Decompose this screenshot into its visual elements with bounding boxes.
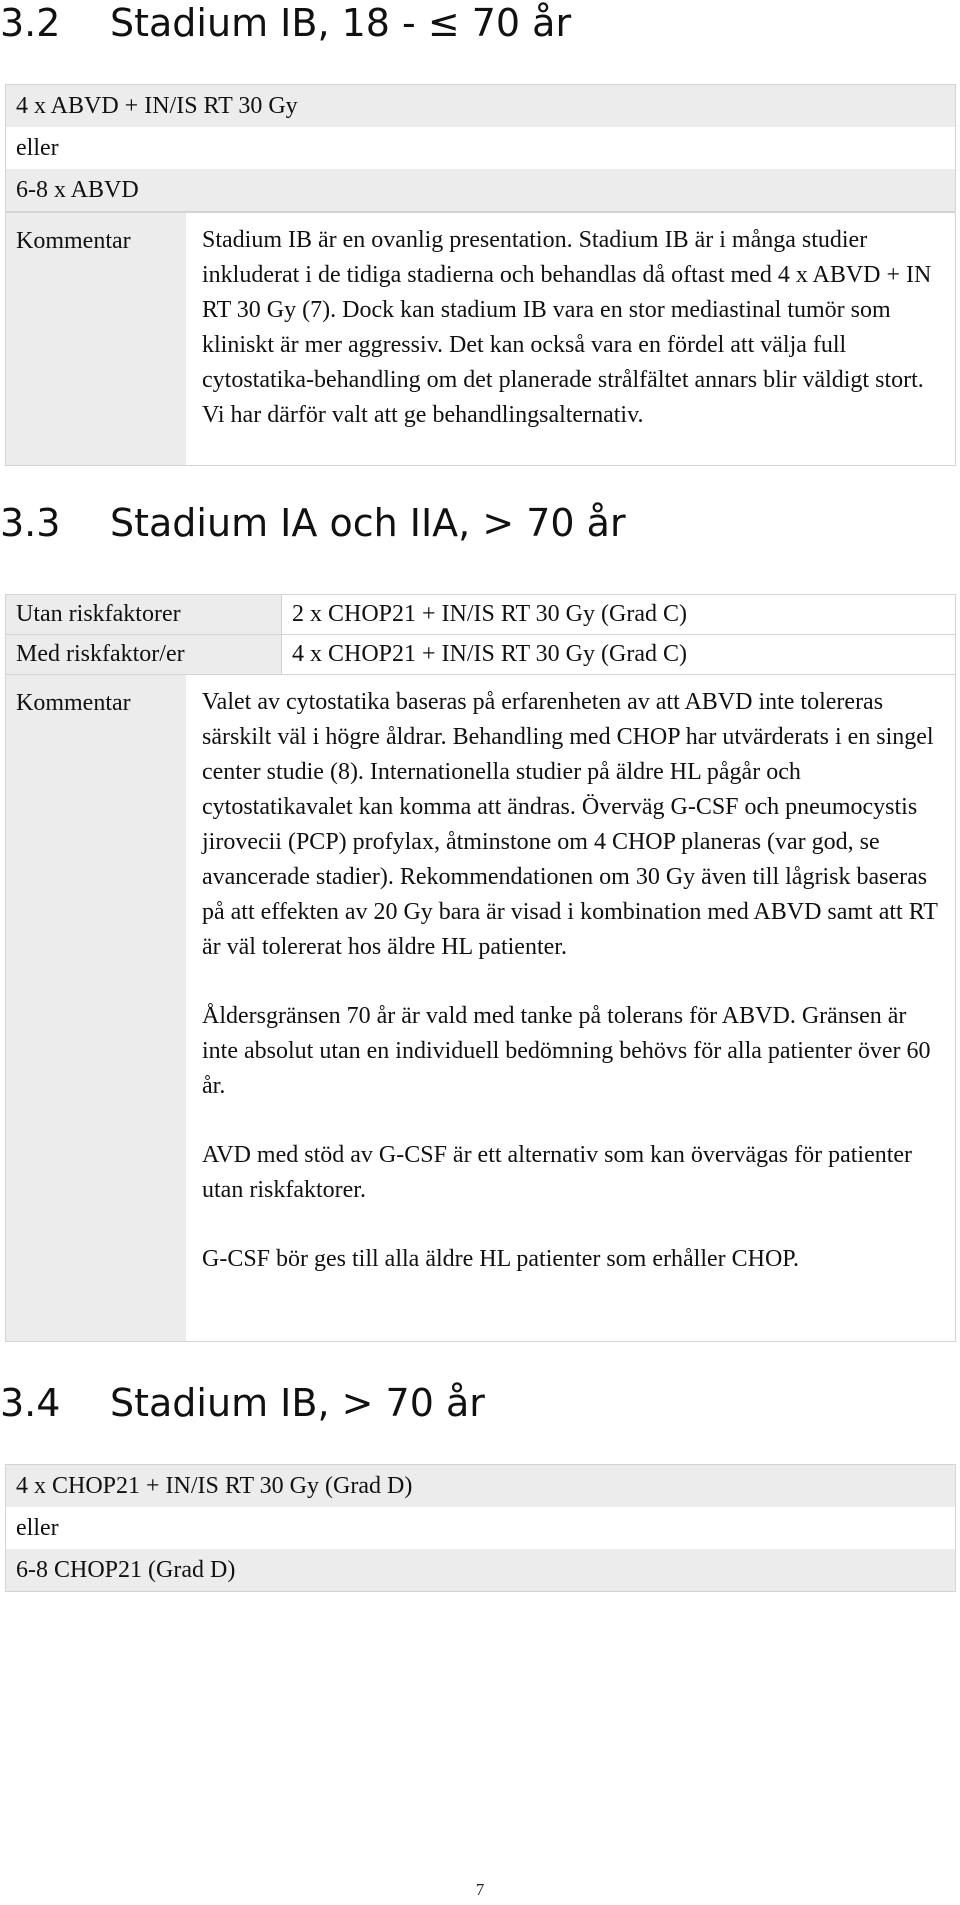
comment-body xyxy=(186,213,955,465)
comment-box-3-3 xyxy=(5,674,956,1342)
section-number: 3.2 xyxy=(0,1,61,45)
comment-label: Kommentar xyxy=(6,213,186,465)
regimen-line: 4 x ABVD + IN/IS RT 30 Gy xyxy=(6,85,955,127)
regimen-line: eller xyxy=(16,1515,59,1541)
comment-paragraph: Valet av cytostatika baseras på erfarenheten av att ABVD inte tolereras särskilt väl i högre åldrar. Behandling med CHOP har utvärderats i en singel center studie (8). Internationella studier på äldre HL pågår och cytostatikavalet kan komma att ändras. Överväg G-CSF och pneumocystis jirovecii (PCP) profylax, åtminstone om 4 CHOP planeras (var god, se avancerade stadier). Rekommendationen om 30 Gy även till lågrisk baseras på att effekten av 20 Gy bara är visad i kombination med ABVD samt att RT är väl tolererat hos äldre HL patienter. xyxy=(202,689,938,960)
section-number: 3.3 xyxy=(0,501,61,545)
regimen-box-3-4 xyxy=(5,1464,956,1592)
risk-label: Utan riskfaktorer xyxy=(6,595,282,635)
risk-regimen: 2 x CHOP21 + IN/IS RT 30 Gy (Grad C) xyxy=(282,595,956,635)
comment-paragraph: Åldersgränsen 70 år är vald med tanke på tolerans för ABVD. Gränsen är inte absolut utan en individuell bedömning behövs för alla patienter över 60 år. xyxy=(202,1003,931,1099)
risk-label: Med riskfaktor/er xyxy=(6,635,282,675)
comment-paragraph: Stadium IB är en ovanlig presentation. Stadium IB är i många studier inkluderat i de tidiga stadierna och behandlas då oftast med 4 x ABVD + IN RT 30 Gy (7). Dock kan stadium IB vara en stor mediastinal tumör som kliniskt är mer aggressiv. Det kan också vara en fördel att välja full cytostatika-behandling om det planerade strålfältet annars blir väldigt stort. Vi har därför valt att ge behandlingsalternativ. xyxy=(202,227,932,428)
comment-label: Kommentar xyxy=(6,675,186,1341)
table-row xyxy=(6,635,956,675)
section-title: Stadium IA och IIA, > 70 år xyxy=(110,501,626,545)
section-title: Stadium IB, > 70 år xyxy=(110,1381,485,1425)
section-heading-3-3 xyxy=(0,500,626,546)
page-number: 7 xyxy=(475,1880,485,1899)
section-heading-3-4 xyxy=(0,1380,485,1426)
regimen-line: 6-8 x ABVD xyxy=(6,169,955,211)
comment-body xyxy=(186,675,955,1341)
risk-regimen: 4 x CHOP21 + IN/IS RT 30 Gy (Grad C) xyxy=(282,635,956,675)
comment-paragraph: G-CSF bör ges till alla äldre HL patienter som erhåller CHOP. xyxy=(202,1246,799,1272)
section-number: 3.4 xyxy=(0,1381,61,1425)
regimen-line: 4 x CHOP21 + IN/IS RT 30 Gy (Grad D) xyxy=(6,1465,955,1507)
regimen-line: eller xyxy=(16,135,59,161)
section-title: Stadium IB, 18 - ≤ 70 år xyxy=(110,1,572,45)
regimen-line: 6-8 CHOP21 (Grad D) xyxy=(6,1549,955,1591)
risk-table xyxy=(5,594,956,675)
comment-paragraph: AVD med stöd av G-CSF är ett alternativ som kan övervägas för patienter utan riskfaktorer. xyxy=(202,1142,913,1203)
table-row xyxy=(6,595,956,635)
comment-box-3-2 xyxy=(5,212,956,466)
regimen-box-3-2 xyxy=(5,84,956,212)
section-heading-3-2 xyxy=(0,0,571,46)
